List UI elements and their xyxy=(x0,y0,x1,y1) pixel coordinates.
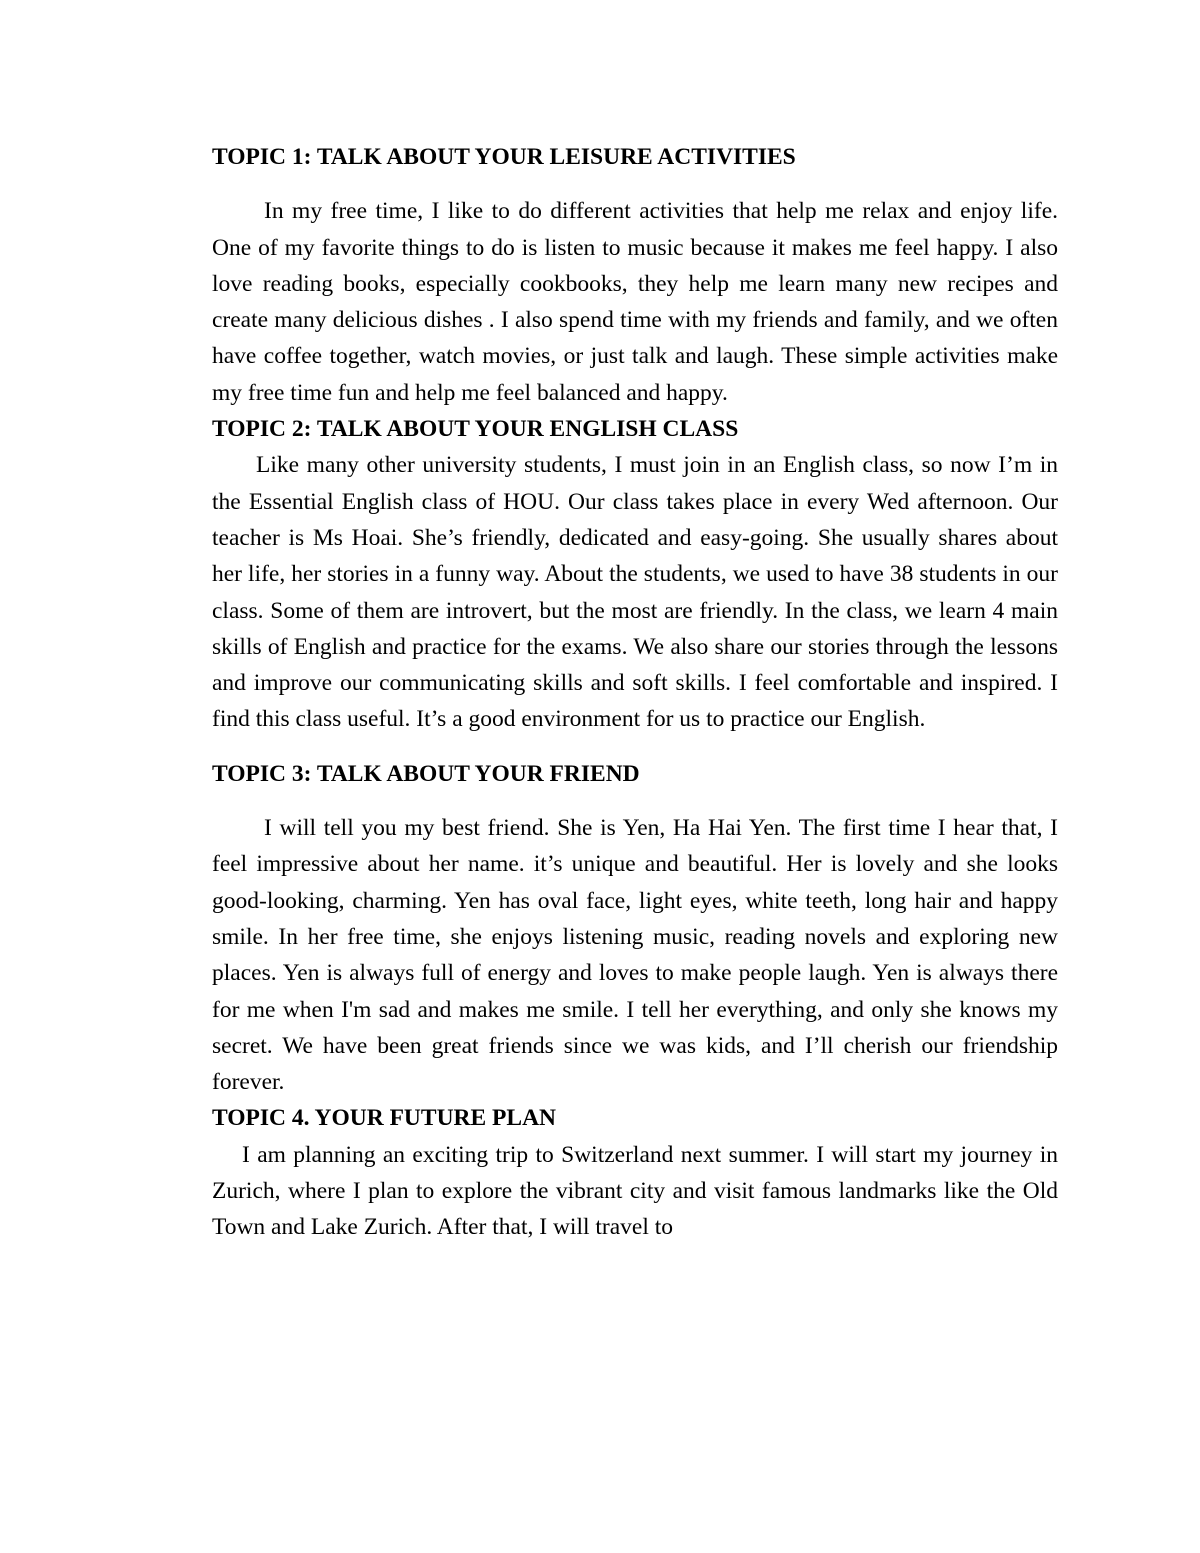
topic-2-paragraph: Like many other university students, I must join in an English class, so now I’m in the Essential English class of HOU. Our class takes place in every Wed afternoon. Our teacher is Ms Hoai. She’s friendly, dedicated and easy-going. She usually shares about her life, her stories in a funny way. About the students, we used to have 38 students in our class. Some of them are introvert, but the most are friendly. In the class, we learn 4 main skills of English and practice for the exams. We also share our stories through the lessons and improve our communicating skills and soft skills. I feel comfortable and inspired. I find this class useful. It’s a good environment for us to practice our English. xyxy=(212,452,1058,733)
topic-4-heading: TOPIC 4. YOUR FUTURE PLAN xyxy=(212,1105,557,1132)
topic-1-heading: TOPIC 1: TALK ABOUT YOUR LEISURE ACTIVITIES xyxy=(212,144,796,170)
topic-3-paragraph: I will tell you my best friend. She is Yen, Ha Hai Yen. The first time I hear that, I feel impressive about her name. it’s unique and beautiful. Her is lovely and she looks good-looking, charming. Yen has oval face, light eyes, white teeth, long hair and happy smile. In her free time, she enjoys listening music, reading novels and exploring new places. Yen is always full of energy and loves to make people laugh. Yen is always there for me when I'm sad and makes me smile. I tell her everything, and only she knows my secret. We have been great friends since we was kids, and I’ll cherish our friendship forever. xyxy=(212,815,1058,1096)
topic-2-heading: TOPIC 2: TALK ABOUT YOUR ENGLISH CLASS xyxy=(212,416,739,443)
document-body xyxy=(212,139,1058,1246)
topic-3-heading: TOPIC 3: TALK ABOUT YOUR FRIEND xyxy=(212,760,640,787)
topic-4-paragraph: I am planning an exciting trip to Switzerland next summer. I will start my journey in Zurich, where I plan to explore the vibrant city and visit famous landmarks like the Old Town and Lake Zurich. After that, I will travel to xyxy=(212,1141,1058,1241)
topic-1-paragraph: In my free time, I like to do different activities that help me relax and enjoy life. One of my favorite things to do is listen to music because it makes me feel happy. I also love reading books, especially cookbooks, they help me learn many new recipes and create many delicious dishes . I also spend time with my friends and family, and we often have coffee together, watch movies, or just talk and laugh. These simple activities make my free time fun and help me feel balanced and happy. xyxy=(212,198,1058,406)
